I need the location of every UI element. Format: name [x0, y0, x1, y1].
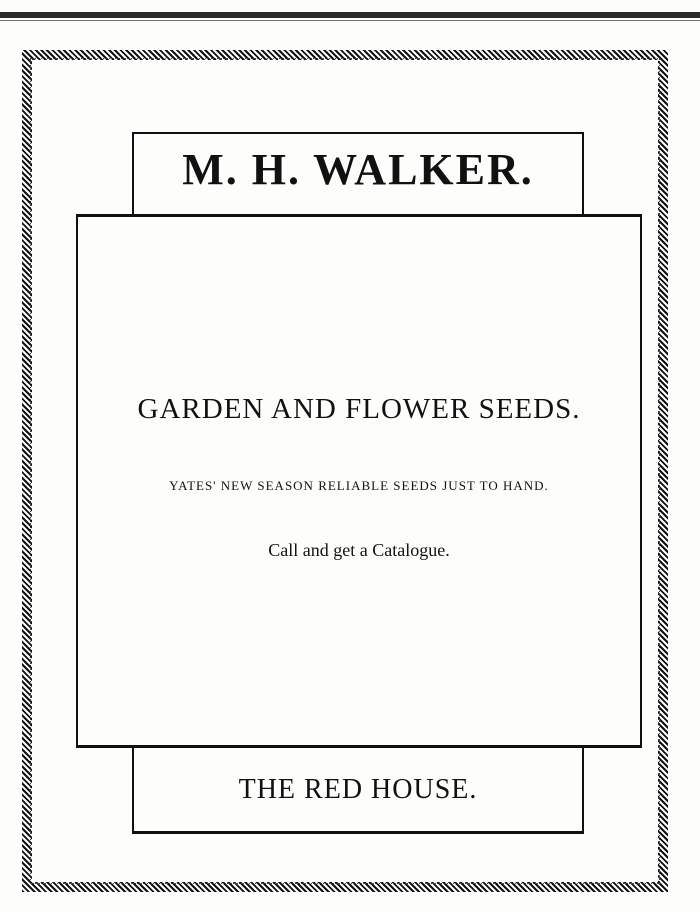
advert-footer: THE RED HOUSE.	[238, 774, 478, 805]
advert-heading: GARDEN AND FLOWER SEEDS.	[137, 393, 581, 425]
advert-callout: Call and get a Catalogue.	[268, 540, 450, 560]
top-rule	[0, 12, 700, 18]
top-rule-thin	[0, 20, 700, 21]
advert-title: M. H. WALKER.	[182, 145, 534, 194]
advert-subline: YATES' NEW SEASON RELIABLE SEEDS JUST TO HAND.	[169, 478, 549, 493]
